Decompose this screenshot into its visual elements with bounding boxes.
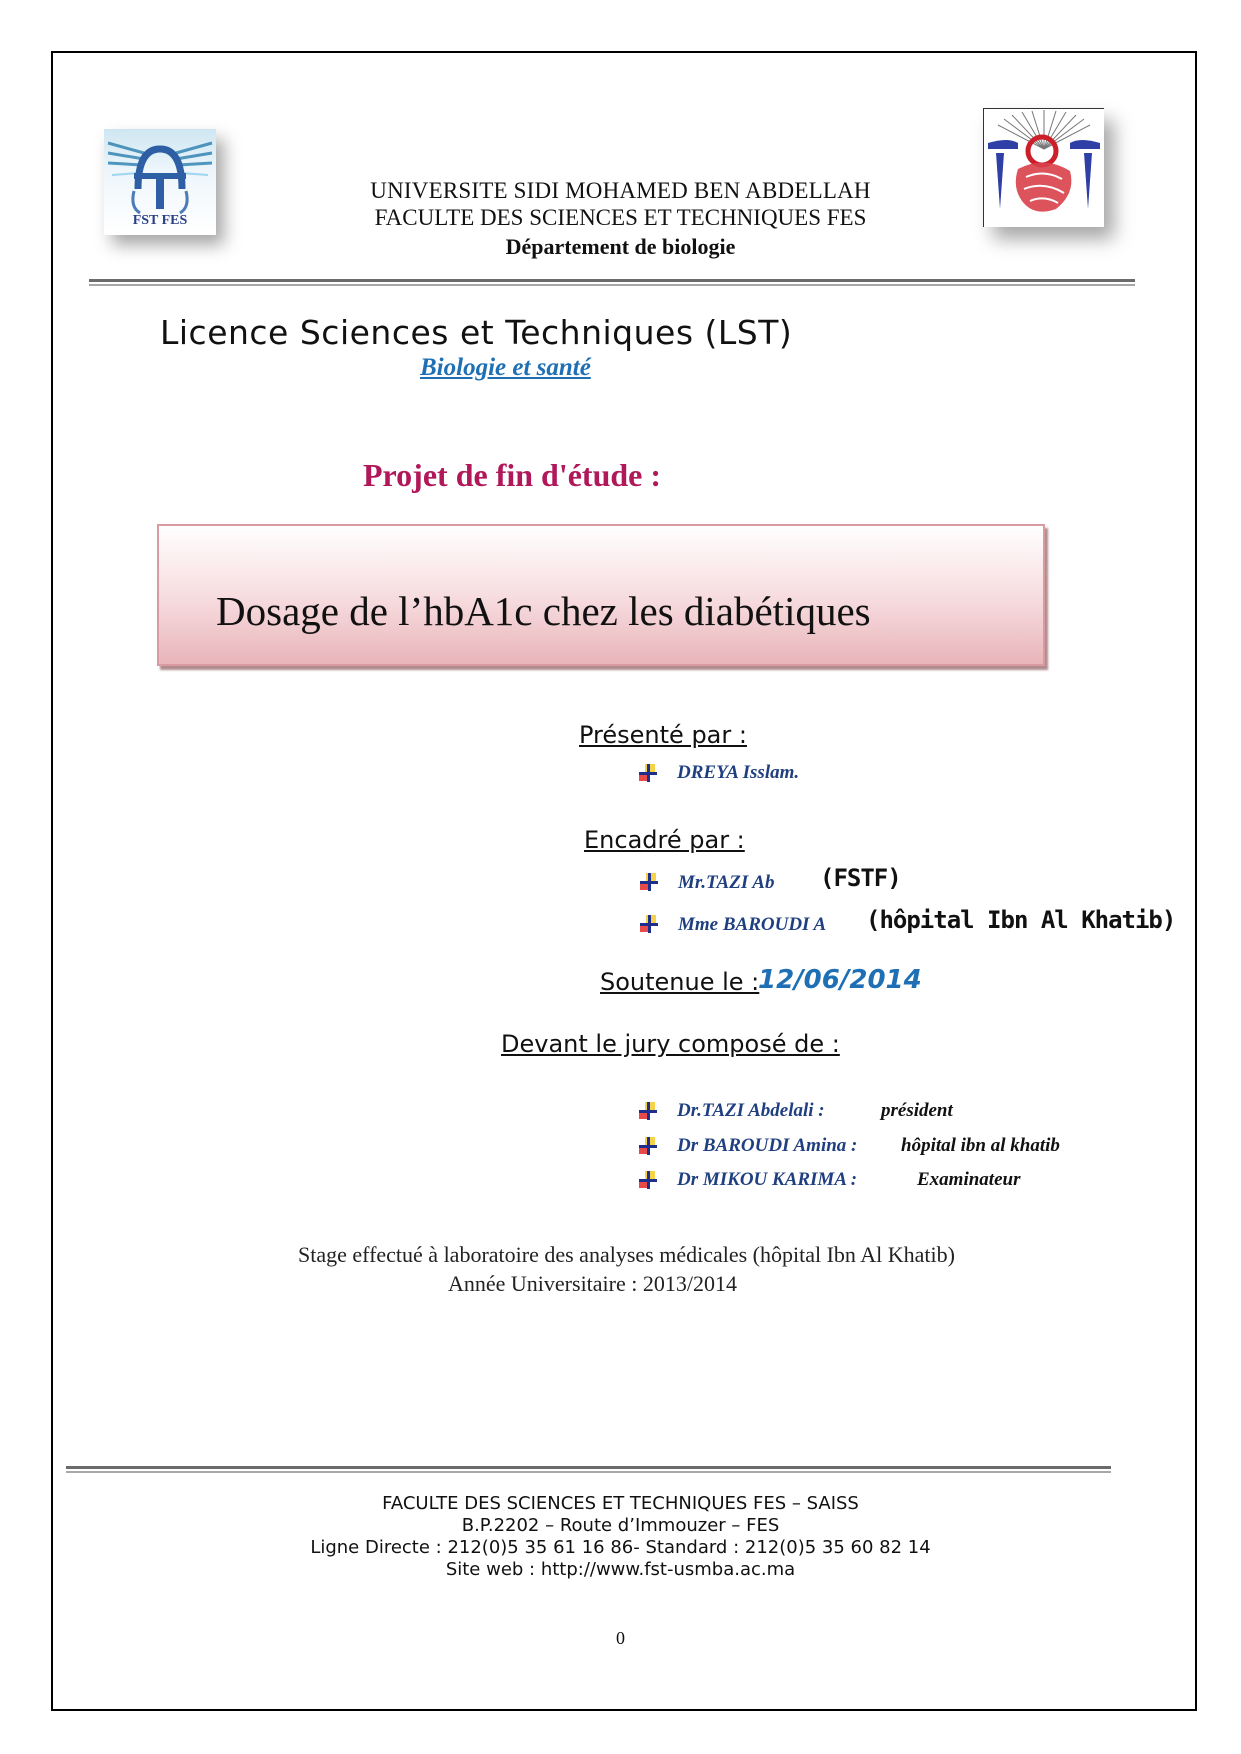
jury-member-role: président [881,1100,953,1121]
faculty-name: FACULTE DES SCIENCES ET TECHNIQUES FES [374,205,867,230]
university-name: UNIVERSITE SIDI MOHAMED BEN ABDELLAH [370,178,871,203]
fst-fes-logo-text: FST FES [132,213,188,228]
bullet-icon [639,1102,657,1120]
bullet-icon [639,764,657,782]
supervisor-affiliation: (hôpital Ibn Al Khatib) [866,906,1176,934]
footer-address: B.P.2202 – Route d’Immouzer – FES [461,1515,780,1536]
jury-member-name: Dr BAROUDI Amina : [677,1135,858,1156]
footer-institution: FACULTE DES SCIENCES ET TECHNIQUES FES – SAISS [382,1493,859,1514]
footer-divider [66,1466,1111,1469]
supervisor-name: Mme BAROUDI A [678,914,827,935]
presented-by-label: Présenté par : [579,721,747,749]
jury-member-role: hôpital ibn al khatib [901,1135,1060,1156]
bullet-icon [639,1171,657,1189]
header-divider-secondary [89,284,1135,286]
footer-website: Site web : http://www.fst-usmba.ac.ma [445,1559,796,1580]
bullet-icon [640,915,658,933]
jury-member-role: Examinateur [917,1169,1021,1190]
project-label: Projet de fin d'étude : [363,457,662,493]
supervisor-affiliation: (FSTF) [820,864,901,892]
jury-label: Devant le jury composé de : [501,1030,840,1058]
defense-label: Soutenue le : [600,968,760,996]
bullet-icon [640,873,658,891]
supervised-by-label: Encadré par : [584,826,745,854]
internship-text: Stage effectué à laboratoire des analyses médicales (hôpital Ibn Al Khatib) [298,1242,955,1267]
footer-phone: Ligne Directe : 212(0)5 35 61 16 86- Standard : 212(0)5 35 60 82 14 [310,1537,931,1558]
bullet-icon [639,1137,657,1155]
defense-date: 12/06/2014 [758,965,922,995]
department-name: Département de biologie [505,234,736,259]
degree-title: Licence Sciences et Techniques (LST) [160,313,793,352]
page-border [51,51,1197,1711]
specialty-title: Biologie et santé [420,354,591,381]
jury-member-name: Dr MIKOU KARIMA : [677,1169,858,1190]
academic-year: Année Universitaire : 2013/2014 [448,1271,737,1296]
project-title: Dosage de l’hbA1c chez les diabétiques [216,588,871,634]
footer-divider-secondary [66,1471,1111,1473]
supervisor-name: Mr.TAZI Ab [678,872,775,893]
header-divider [89,279,1135,282]
student-name: DREYA Isslam. [677,762,800,783]
jury-member-name: Dr.TAZI Abdelali : [677,1100,825,1121]
page-number: 0 [616,1628,625,1648]
